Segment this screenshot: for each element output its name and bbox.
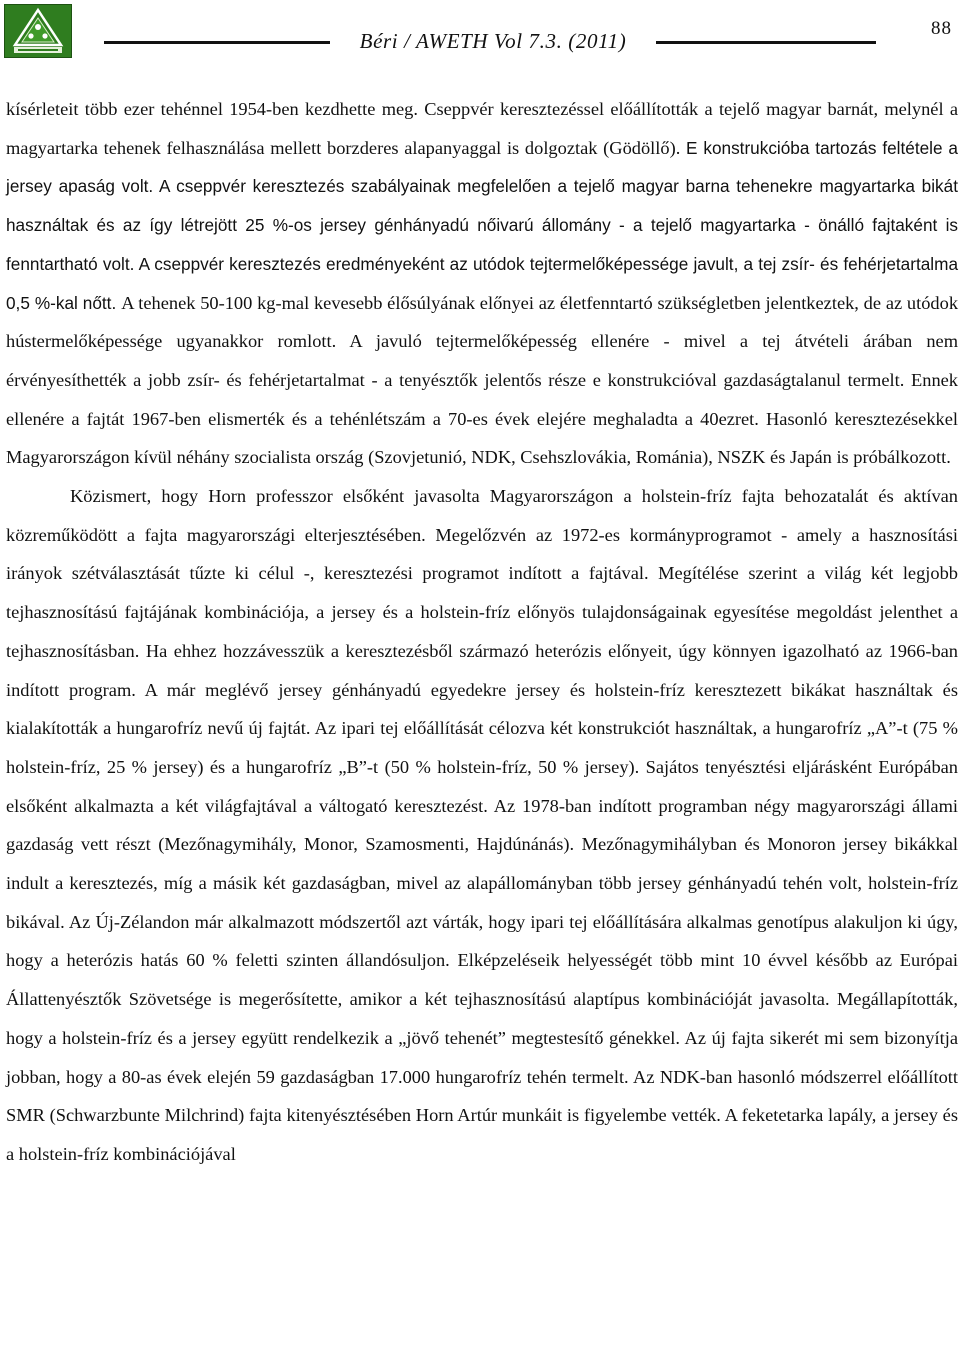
paragraph-text-segment: Közismert, hogy Horn professzor elsőként javasolta Magyarországon a holstein-fríz fajta behozatalát és aktívan közreműködött a fajta magyarországi elterjesztésében. Megelőzvén az 1972-es kormányprogramot - amely a hasznosítási irányok szétválasztását tűzte ki célul -, keresztezési programot indított a fajtával. Megítélése szerint a világ két legjobb tejhasznosítású fajtájának kombinációja, a jersey és a holstein-fríz előnyös tulajdonságainak egyesítése megoldást jelenthet a tejhasznosításban. Ha ehhez hozzávesszük a keresztezésből származó heterózis előnyeit, úgy könnyen igazolható az 1966-ban indított program. A már meglévő jersey génhányadú egyedekre jersey és holstein-fríz keresztezett bikákat használtak és kialakították a hungarofríz nevű új fajtát. Az ipari tej előállítását célozva két konstrukciót használtak, a hungarofríz „A”-t (75 % holstein-fríz, 25 % jersey) és a hungarofríz „B”-t (50 % holstein-fríz, 50 % jersey). Sajátos tenyésztési eljárásként Európában elsőként alkalmazta a két világfajtával a váltogató keresztezést. Az 1978-ban indított programban négy magyarországi állami gazdaság vett részt (Mezőnagymihály, Monor, Szamosmenti, Hajdúnánás). Mezőnagymihályban és Monoron jersey bikákkal indult a keresztezés, míg a másik két gazdaságban, mivel az alapállományban több jersey génhányadú tehén volt, holstein-fríz bikával. Az Új-Zélandon már alkalmazott módszertől azt várták, hogy ipari tej előállítására alkalmas genotípus alakuljon ki úgy, hogy a heterózis hatás 60 % feletti szinten állandósuljon. Elképzeléseik helyességét több mint 10 évvel később az Európai Állattenyésztők Szövetsége is megerősítette, amikor a két tejhasznosítású alaptípus kombinációját javasolta. Megállapították, hogy a holstein-fríz és a jersey együtt rendelkezik a „jövő tehenét” megtestesítő génekkel. Az új fajta sikerét mi sem bizonyítja jobban, hogy a 80-as évek elején 59 gazdaságban 17.000 hungarofríz tehén termelt. Az NDK-ban hasonló módszerrel előállított SMR (Schwarzbunte Milchrind) fajta kitenyésztésében Horn Artúr munkáit is figyelembe vették. A feketetarka lapály, a jersey és a holstein-fríz kombinációjával xyxy=(6,486,958,1164)
running-title: Béri / AWETH Vol 7.3. (2011) xyxy=(359,29,627,53)
paragraph-text-segment: kísérleteit több ezer tehénnel 1954-ben kezdhette meg. Cseppvér keresztezéssel előállították a tejelő magyar barnát, melynél a magyartarka tehenek felhasználása mellett borzderes alapanyaggal is dolgoztak (Gödöllő). xyxy=(6,99,958,158)
header-rule-left xyxy=(104,41,330,44)
paragraph xyxy=(6,90,958,477)
journal-logo-icon xyxy=(4,4,72,58)
paragraph xyxy=(6,477,958,1174)
article-body xyxy=(6,90,958,1174)
page-number: 88 xyxy=(931,18,952,39)
paragraph-text-segment: A tehenek 50-100 kg-mal kevesebb élősúlyának előnyei az életfenntartó szükségletben jelentkeztek, de az utódok hústermelőképessége ugyanakkor romlott. A javuló tejtermelőképesség ellenére - mivel a tej átvételi árában nem érvényesíthették a jobb zsír- és fehérjetartalmat - a tenyésztők jelentős része e konstrukcióval gazdaságtalanul termelt. Ennek ellenére a fajtát 1967-ben elismerték és a tehénlétszám a 70-es évek elejére meghaladta a 40ezret. Hasonló keresztezésekkel Magyarországon kívül néhány szocialista ország (Szovjetunió, NDK, Csehszlovákia, Románia), NSZK és Japán is próbálkozott. xyxy=(6,292,959,468)
journal-logo-graphic xyxy=(5,5,71,57)
page-header xyxy=(0,0,960,80)
paragraph-text-segment-sans: E konstrukcióba tartozás feltétele a jersey apaság volt. A cseppvér keresztezés szabályainak megfelelően a tejelő magyar barna tehenekre magyartarka bikát használtak és az így létrejött 25 %-os jersey génhányadú nőivarú állomány - a tejelő magyartarka - önálló fajtaként is fenntartható volt. A cseppvér keresztezés eredményeként az utódok tejtermelőképessége javult, a tej zsír- és fehérjetartalma 0,5 %-kal nőtt. xyxy=(6,137,958,313)
header-rule-right xyxy=(656,41,876,44)
